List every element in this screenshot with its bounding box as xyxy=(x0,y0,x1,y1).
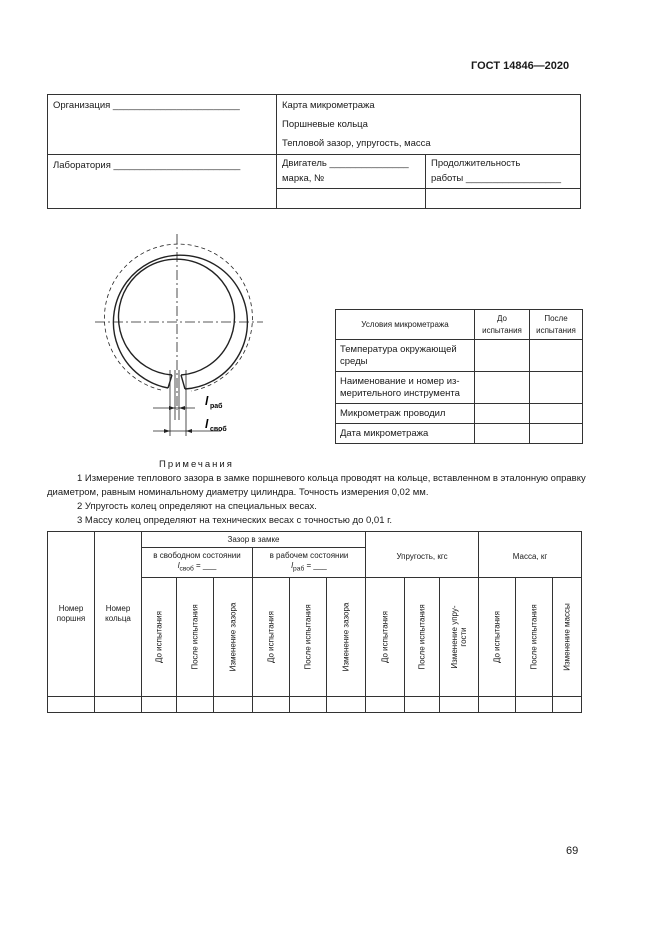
work-state-label: в рабочем состоянии xyxy=(269,550,349,560)
work-gap-label: l xyxy=(205,394,209,408)
work-before-header xyxy=(253,578,290,697)
piston-ring-drawing xyxy=(95,230,285,445)
table-cell[interactable] xyxy=(516,697,553,713)
work-before-text: До испытания xyxy=(266,611,276,663)
mass-header: Масса, кг xyxy=(479,532,582,578)
table-cell[interactable] xyxy=(95,697,142,713)
conditions-header: Условия микрометража xyxy=(336,310,475,340)
condition-before-cell[interactable] xyxy=(475,372,530,404)
work-formula-tail: = ___ xyxy=(304,560,327,570)
elast-change-header xyxy=(440,578,479,697)
work-state-formula xyxy=(253,561,365,575)
table-cell[interactable] xyxy=(142,697,177,713)
mass-change-text: Изменение массы xyxy=(562,603,572,671)
condition-row-label: Наименование и номер из-мерительного инструмента xyxy=(336,372,475,404)
table-cell[interactable] xyxy=(553,697,582,713)
free-after-text: После испытания xyxy=(190,604,200,670)
free-arrow-left xyxy=(164,429,170,433)
after-header: После испытания xyxy=(530,310,583,340)
free-state-formula xyxy=(142,561,252,575)
table-cell[interactable] xyxy=(290,697,327,713)
condition-after-cell[interactable] xyxy=(530,404,583,424)
elast-change-line1: Изменение упру- xyxy=(450,605,459,669)
table-cell[interactable] xyxy=(177,697,214,713)
work-change-text: Изменение зазора xyxy=(341,602,351,672)
free-formula-l: l xyxy=(177,560,180,570)
note-item: 2 Упругость колец определяют на специальных весах. xyxy=(77,501,317,512)
mass-before-header xyxy=(479,578,516,697)
note-item: 1 Измерение теплового зазора в замке поршневого кольца проводят на кольце, вставленном в эталонную оправку диаметром, равным номинальному диаметру цилиндра. Точность измерения 0,02 мм. xyxy=(47,473,586,498)
elast-change-text xyxy=(450,605,468,668)
table-cell[interactable] xyxy=(48,697,95,713)
work-state-header xyxy=(253,548,366,578)
engine-mark-label: марка, № xyxy=(282,173,325,184)
elast-after-header xyxy=(405,578,440,697)
mass-after-text: После испытания xyxy=(529,604,539,670)
laboratory-field[interactable]: Лаборатория ________________________ xyxy=(53,160,241,171)
gap-header: Зазор в замке xyxy=(142,532,366,548)
page-number: 69 xyxy=(566,845,579,857)
piston-number-header: Номер поршня xyxy=(48,532,95,697)
mass-after-header xyxy=(516,578,553,697)
conditions-table xyxy=(335,309,583,444)
free-change-header xyxy=(214,578,253,697)
note-item: 3 Массу колец определяют на технических весах с точностью до 0,01 г. xyxy=(77,515,393,526)
elast-before-text: До испытания xyxy=(380,611,390,663)
card-subject: Тепловой зазор, упругость, масса xyxy=(282,138,431,149)
free-after-header xyxy=(177,578,214,697)
notes-title: Примечания xyxy=(159,459,234,470)
ring-inner-arc xyxy=(119,259,235,375)
work-change-header xyxy=(327,578,366,697)
free-arrow-right xyxy=(186,429,192,433)
measurement-table xyxy=(47,531,582,713)
standard-number: ГОСТ 14846—2020 xyxy=(471,60,570,72)
laboratory-cell xyxy=(48,155,277,209)
condition-after-cell[interactable] xyxy=(530,340,583,372)
table-cell[interactable] xyxy=(253,697,290,713)
mass-before-text: До испытания xyxy=(492,611,502,663)
card-title: Карта микрометража xyxy=(282,100,375,111)
work-after-header xyxy=(290,578,327,697)
ring-bore-outline xyxy=(104,244,252,391)
free-change-text: Изменение зазора xyxy=(228,602,238,672)
duration-field[interactable]: работы __________________ xyxy=(431,173,562,184)
elast-before-header xyxy=(366,578,405,697)
work-formula-l: l xyxy=(291,560,294,570)
mass-change-header xyxy=(553,578,582,697)
condition-before-cell[interactable] xyxy=(475,404,530,424)
free-state-header xyxy=(142,548,253,578)
work-gap-subscript: раб xyxy=(210,403,223,410)
elasticity-header: Упругость, кгс xyxy=(366,532,479,578)
work-formula-sub: раб xyxy=(293,565,305,573)
free-before-text: До испытания xyxy=(154,611,164,663)
title-cell xyxy=(277,95,581,155)
condition-row-label: Температура окружающей среды xyxy=(336,340,475,372)
table-cell[interactable] xyxy=(479,697,516,713)
elast-after-text: После испытания xyxy=(417,604,427,670)
condition-before-cell[interactable] xyxy=(475,340,530,372)
free-formula-tail: = ___ xyxy=(193,560,217,570)
condition-row-label: Микрометраж проводил xyxy=(336,404,475,424)
free-before-header xyxy=(142,578,177,697)
engine-cell xyxy=(277,155,426,189)
free-formula-sub: своб xyxy=(179,565,194,573)
notes-section xyxy=(47,458,587,528)
condition-before-cell[interactable] xyxy=(475,424,530,444)
table-cell[interactable] xyxy=(366,697,405,713)
work-after-text: После испытания xyxy=(303,604,313,670)
form-header-table xyxy=(47,94,581,209)
ring-gap-ends xyxy=(168,375,185,389)
elast-change-line2: гости xyxy=(459,627,468,647)
engine-value-cell[interactable] xyxy=(277,189,426,209)
work-arrow-right xyxy=(179,406,185,410)
organization-field[interactable]: Организация ________________________ xyxy=(53,100,240,111)
before-header: До испытания xyxy=(475,310,530,340)
condition-row-label: Дата микрометража xyxy=(336,424,475,444)
condition-after-cell[interactable] xyxy=(530,372,583,404)
free-state-label: в свободном состоянии xyxy=(153,550,241,560)
duration-cell xyxy=(426,155,581,189)
engine-field[interactable]: Двигатель _______________ xyxy=(282,158,409,169)
table-cell[interactable] xyxy=(405,697,440,713)
work-arrow-left xyxy=(169,406,175,410)
free-gap-subscript: своб xyxy=(210,426,227,433)
table-row xyxy=(48,697,582,713)
organization-cell xyxy=(48,95,277,155)
ring-number-header: Номер кольца xyxy=(95,532,142,697)
table-cell[interactable] xyxy=(440,697,479,713)
duration-label: Продолжительность xyxy=(431,158,521,169)
free-gap-label: l xyxy=(205,417,209,431)
card-subtitle: Поршневые кольца xyxy=(282,119,368,130)
table-cell[interactable] xyxy=(214,697,253,713)
duration-value-cell[interactable] xyxy=(426,189,581,209)
table-cell[interactable] xyxy=(327,697,366,713)
condition-after-cell[interactable] xyxy=(530,424,583,444)
